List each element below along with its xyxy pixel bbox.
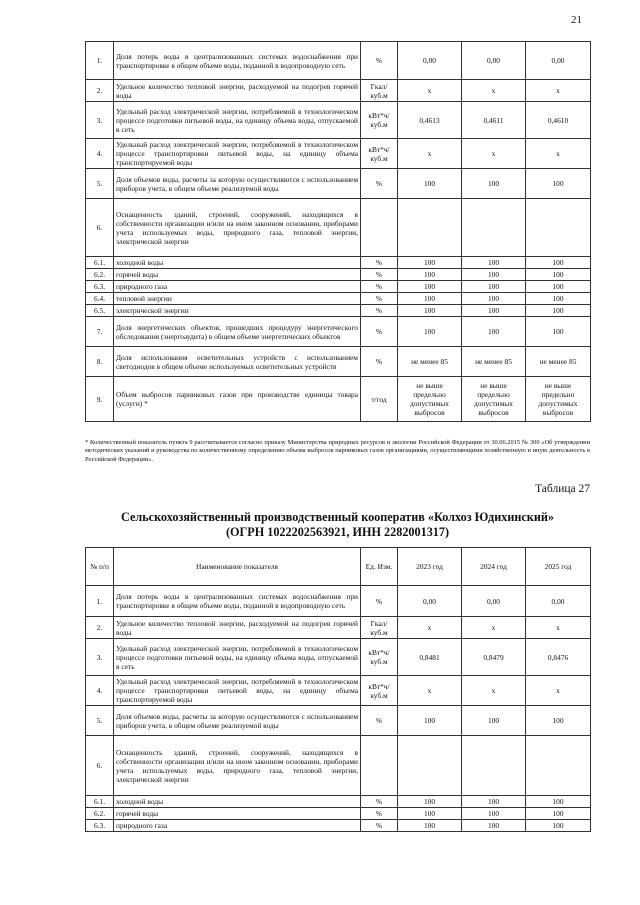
table-row xyxy=(86,305,591,317)
value-year-2: 100 xyxy=(462,269,526,281)
value-year-2: не выше предельно допустимых выбросов xyxy=(462,377,526,422)
organization-name: Сельскохозяйственный производственный кооператив «Колхоз Юдихинский» xyxy=(121,510,554,524)
organization-ids: (ОГРН 1022202563921, ИНН 2282001317) xyxy=(225,525,450,539)
value-year-3: не менее 85 xyxy=(526,347,591,377)
row-number: 3. xyxy=(86,639,114,676)
table-row xyxy=(86,639,591,676)
value-year-1: 100 xyxy=(398,796,462,808)
indicator-name: Удельный расход электрической энергии, потребляемой в технологическом процессе транспортировки питьевой воды, на единицу объема транспортируемой воды xyxy=(114,139,361,169)
header-year-2025: 2025 год xyxy=(526,548,591,586)
value-year-1: 0,4613 xyxy=(398,102,462,139)
value-year-3: 100 xyxy=(526,169,591,199)
value-year-2: 100 xyxy=(462,317,526,347)
value-year-3: х xyxy=(526,617,591,639)
table-row xyxy=(86,293,591,305)
unit-cell: % xyxy=(361,305,398,317)
value-year-3 xyxy=(526,736,591,796)
value-year-3: 100 xyxy=(526,257,591,269)
value-year-1: 100 xyxy=(398,706,462,736)
organization-title xyxy=(85,510,590,540)
unit-cell xyxy=(361,736,398,796)
unit-cell: % xyxy=(361,169,398,199)
value-year-2: не менее 85 xyxy=(462,347,526,377)
indicators-table-2 xyxy=(85,547,591,832)
row-number: 6. xyxy=(86,736,114,796)
unit-cell: % xyxy=(361,808,398,820)
unit-cell: т/год xyxy=(361,377,398,422)
value-year-2: 100 xyxy=(462,706,526,736)
value-year-2: х xyxy=(462,676,526,706)
value-year-2: 0,00 xyxy=(462,42,526,80)
row-number: 6.2. xyxy=(86,808,114,820)
table-row xyxy=(86,586,591,617)
row-number: 3. xyxy=(86,102,114,139)
value-year-1: 100 xyxy=(398,820,462,832)
value-year-3: х xyxy=(526,676,591,706)
row-number: 6.3. xyxy=(86,281,114,293)
row-number: 4. xyxy=(86,676,114,706)
value-year-1: 100 xyxy=(398,169,462,199)
value-year-1: 0,8481 xyxy=(398,639,462,676)
value-year-2: 0,8479 xyxy=(462,639,526,676)
value-year-1 xyxy=(398,736,462,796)
indicator-name: Доля объемов воды, расчеты за которую осуществляются с использованием приборов учета, в общем объеме реализуемой воды xyxy=(114,706,361,736)
row-number: 1. xyxy=(86,586,114,617)
table-row xyxy=(86,808,591,820)
indicator-name: Удельный расход электрической энергии, потребляемой в технологическом процессе подготовки питьевой воды, на единицу объема воды, отпускаемой в сеть xyxy=(114,102,361,139)
value-year-2: 100 xyxy=(462,820,526,832)
value-year-3: х xyxy=(526,80,591,102)
value-year-2: 100 xyxy=(462,808,526,820)
indicator-name: природного газа xyxy=(114,820,361,832)
indicator-name: природного газа xyxy=(114,281,361,293)
unit-cell: Гкал/ куб.м xyxy=(361,617,398,639)
indicator-name: Удельное количество тепловой энергии, расходуемой на подогрев горячей воды xyxy=(114,80,361,102)
value-year-2: х xyxy=(462,617,526,639)
indicators-table-1 xyxy=(85,41,591,422)
value-year-3: не выше предельно допустимых выбросов xyxy=(526,377,591,422)
unit-cell: кВт*ч/ куб.м xyxy=(361,102,398,139)
value-year-3: 100 xyxy=(526,269,591,281)
indicator-name: холодной воды xyxy=(114,796,361,808)
row-number: 5. xyxy=(86,169,114,199)
value-year-3: 0,4610 xyxy=(526,102,591,139)
unit-cell: кВт*ч/ куб.м xyxy=(361,139,398,169)
value-year-1: 0,00 xyxy=(398,586,462,617)
table-row xyxy=(86,796,591,808)
row-number: 6.5. xyxy=(86,305,114,317)
value-year-1: 100 xyxy=(398,305,462,317)
value-year-3: 100 xyxy=(526,305,591,317)
unit-cell: % xyxy=(361,317,398,347)
indicator-name: Доля потерь воды в централизованных системах водоснабжения при транспортировке в общем объеме воды, поданной в водопроводную сеть xyxy=(114,42,361,80)
value-year-2 xyxy=(462,736,526,796)
table-row xyxy=(86,617,591,639)
table-row xyxy=(86,377,591,422)
row-number: 6.1. xyxy=(86,257,114,269)
indicator-name: тепловой энергии xyxy=(114,293,361,305)
value-year-2: 100 xyxy=(462,305,526,317)
table-row xyxy=(86,317,591,347)
unit-cell: % xyxy=(361,269,398,281)
indicator-name: Доля объемов воды, расчеты за которую осуществляются с использованием приборов учета, в общем объеме реализуемой воды xyxy=(114,169,361,199)
value-year-2: 100 xyxy=(462,281,526,293)
value-year-3: 100 xyxy=(526,808,591,820)
indicator-name: Удельный расход электрической энергии, потребляемой в технологическом процессе транспортировки питьевой воды, на единицу объема транспортируемой воды xyxy=(114,676,361,706)
value-year-1: х xyxy=(398,80,462,102)
table-row xyxy=(86,347,591,377)
table-row xyxy=(86,102,591,139)
row-number: 9. xyxy=(86,377,114,422)
table-row xyxy=(86,139,591,169)
table-row xyxy=(86,736,591,796)
value-year-1: 100 xyxy=(398,293,462,305)
value-year-1: не выше предельно допустимых выбросов xyxy=(398,377,462,422)
row-number: 1. xyxy=(86,42,114,80)
indicator-name: Оснащенность зданий, строений, сооружений, находящихся в собственности организации и/или на ином законном основании, приборами учета используемых воды, природного газа, тепловой энергии, электрической энергии xyxy=(114,199,361,257)
value-year-2: 0,00 xyxy=(462,586,526,617)
page-number: 21 xyxy=(571,14,582,26)
table-row xyxy=(86,199,591,257)
value-year-3: 0,00 xyxy=(526,586,591,617)
indicator-name: Объем выбросов парниковых газов при производстве единицы товара (услуги) * xyxy=(114,377,361,422)
value-year-1: х xyxy=(398,139,462,169)
table-row xyxy=(86,257,591,269)
footnote: * Количественный показатель пункта 9 рассчитывается согласно приказу Министерства природных ресурсов и экологии Российской Федерации от 30.06.2015 № 300 «Об утверждении методических указаний и руководства по количественному определению объема выбросов парниковых газов организациями, осуществляющими хозяйственную и иную деятельность в Российской Федерации». xyxy=(85,439,590,463)
header-num: № п/п xyxy=(86,548,114,586)
table-row xyxy=(86,80,591,102)
value-year-1: х xyxy=(398,676,462,706)
row-number: 6. xyxy=(86,199,114,257)
row-number: 6.4. xyxy=(86,293,114,305)
unit-cell: % xyxy=(361,257,398,269)
unit-cell: % xyxy=(361,281,398,293)
unit-cell: % xyxy=(361,796,398,808)
value-year-1: 100 xyxy=(398,281,462,293)
unit-cell: % xyxy=(361,42,398,80)
unit-cell xyxy=(361,199,398,257)
value-year-2: 100 xyxy=(462,257,526,269)
value-year-3 xyxy=(526,199,591,257)
table-caption: Таблица 27 xyxy=(535,483,590,495)
header-name: Наименование показателя xyxy=(114,548,361,586)
value-year-2: х xyxy=(462,80,526,102)
indicator-name: Доля энергетических объектов, прошедших процедуру энергетического обследования (энергоаудита) в общем объеме энергетических объектов xyxy=(114,317,361,347)
value-year-2: 0,4611 xyxy=(462,102,526,139)
value-year-1: 0,00 xyxy=(398,42,462,80)
indicator-name: электрической энергии xyxy=(114,305,361,317)
unit-cell: % xyxy=(361,347,398,377)
value-year-2 xyxy=(462,199,526,257)
value-year-3: 0,00 xyxy=(526,42,591,80)
table-row xyxy=(86,269,591,281)
header-year-2023: 2023 год xyxy=(398,548,462,586)
value-year-2: 100 xyxy=(462,293,526,305)
value-year-3: 100 xyxy=(526,796,591,808)
indicator-name: Удельный расход электрической энергии, потребляемой в технологическом процессе подготовки питьевой воды, на единицу объема воды, отпускаемой в сеть xyxy=(114,639,361,676)
indicator-name: Оснащенность зданий, строений, сооружений, находящихся в собственности организации и/или на ином законном основании, приборами учета используемых воды, природного газа, тепловой энергии, электрической энергии xyxy=(114,736,361,796)
row-number: 7. xyxy=(86,317,114,347)
indicator-name: холодной воды xyxy=(114,257,361,269)
unit-cell: % xyxy=(361,820,398,832)
value-year-3: 100 xyxy=(526,293,591,305)
unit-cell: % xyxy=(361,706,398,736)
header-year-2024: 2024 год xyxy=(462,548,526,586)
row-number: 6.2. xyxy=(86,269,114,281)
value-year-2: х xyxy=(462,139,526,169)
value-year-3: х xyxy=(526,139,591,169)
table-row xyxy=(86,676,591,706)
row-number: 2. xyxy=(86,80,114,102)
row-number: 6.1. xyxy=(86,796,114,808)
row-number: 6.3. xyxy=(86,820,114,832)
table-row xyxy=(86,706,591,736)
value-year-1: 100 xyxy=(398,808,462,820)
value-year-3: 100 xyxy=(526,706,591,736)
table-row xyxy=(86,281,591,293)
row-number: 4. xyxy=(86,139,114,169)
unit-cell: кВт*ч/ куб.м xyxy=(361,639,398,676)
value-year-1: 100 xyxy=(398,269,462,281)
value-year-1: 100 xyxy=(398,317,462,347)
value-year-1: 100 xyxy=(398,257,462,269)
header-unit: Ед. Изм. xyxy=(361,548,398,586)
unit-cell: % xyxy=(361,293,398,305)
value-year-3: 100 xyxy=(526,281,591,293)
table-header-row xyxy=(86,548,591,586)
value-year-1 xyxy=(398,199,462,257)
table-row xyxy=(86,169,591,199)
row-number: 5. xyxy=(86,706,114,736)
value-year-1: х xyxy=(398,617,462,639)
table-row xyxy=(86,42,591,80)
value-year-3: 100 xyxy=(526,317,591,347)
value-year-3: 100 xyxy=(526,820,591,832)
unit-cell: Гкал/ куб.м xyxy=(361,80,398,102)
table-row xyxy=(86,820,591,832)
row-number: 8. xyxy=(86,347,114,377)
indicator-name: Доля использования осветительных устройств с использованием светодиодов в общем объеме используемых осветительных устройств xyxy=(114,347,361,377)
row-number: 2. xyxy=(86,617,114,639)
indicator-name: Удельное количество тепловой энергии, расходуемой на подогрев горячей воды xyxy=(114,617,361,639)
indicator-name: Доля потерь воды в централизованных системах водоснабжения при транспортировке в общем объеме воды, поданной в водопроводную сеть xyxy=(114,586,361,617)
indicator-name: горячей воды xyxy=(114,269,361,281)
value-year-2: 100 xyxy=(462,169,526,199)
value-year-1: не менее 85 xyxy=(398,347,462,377)
unit-cell: кВт*ч/ куб.м xyxy=(361,676,398,706)
value-year-2: 100 xyxy=(462,796,526,808)
unit-cell: % xyxy=(361,586,398,617)
value-year-3: 0,8476 xyxy=(526,639,591,676)
indicator-name: горячей воды xyxy=(114,808,361,820)
